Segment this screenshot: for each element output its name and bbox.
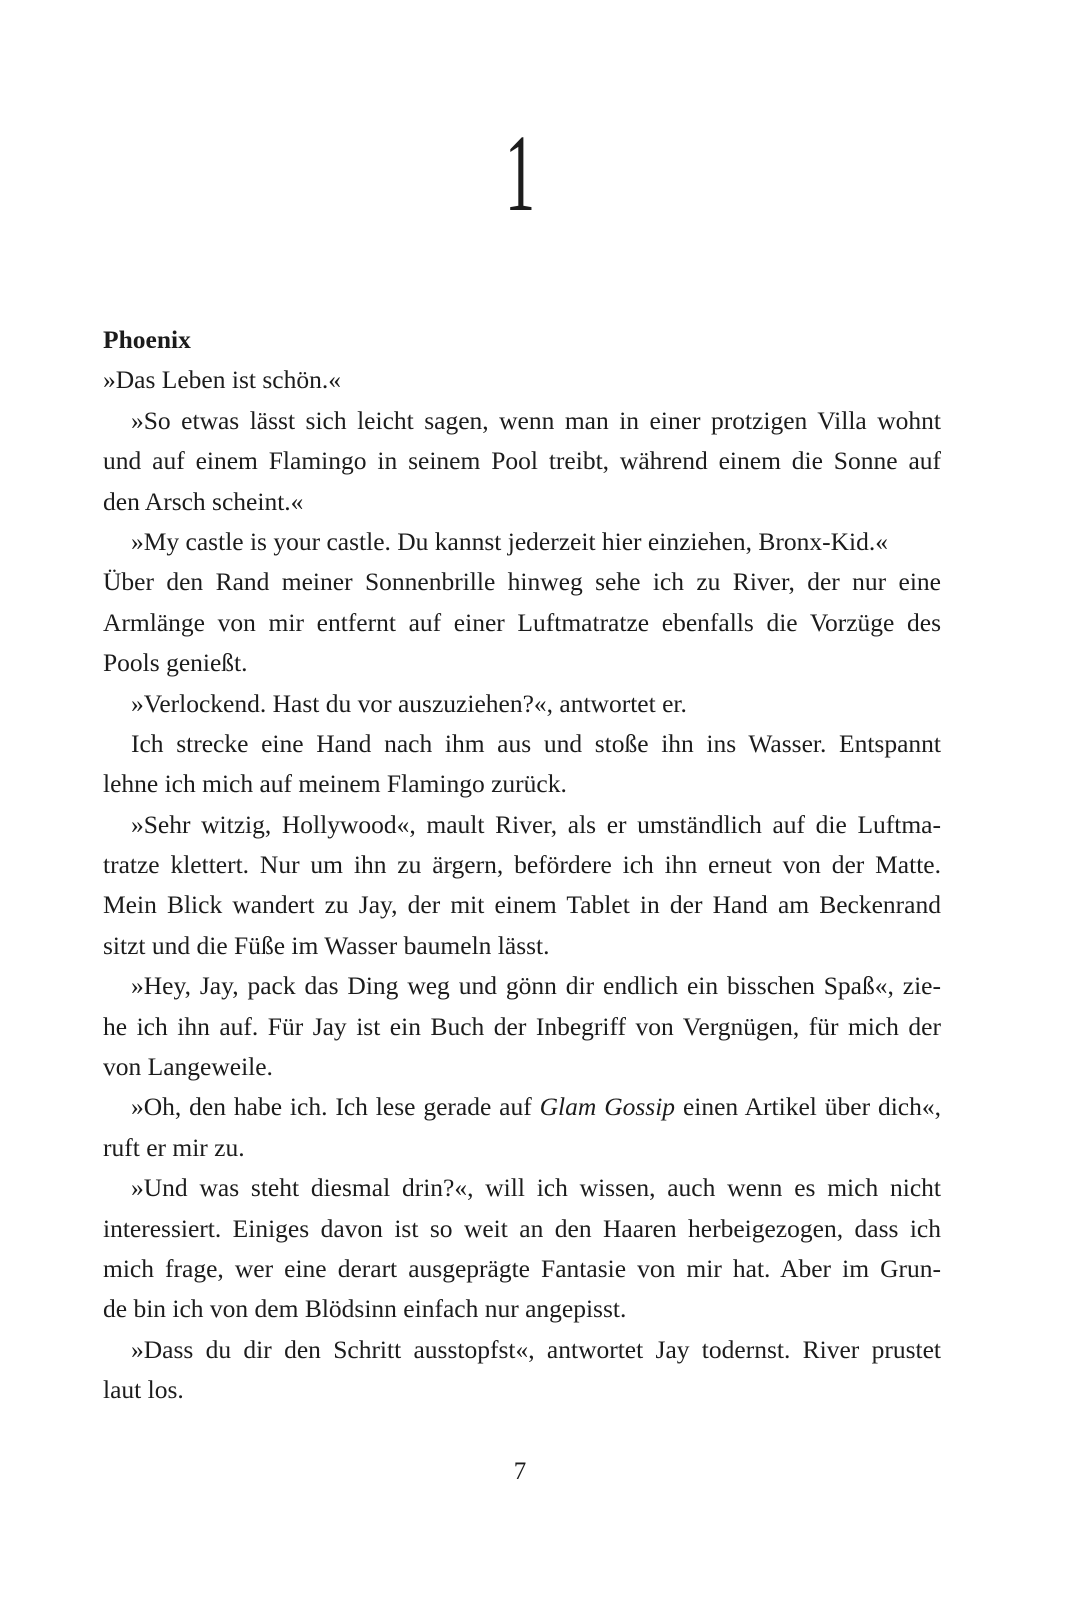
text-line bbox=[103, 966, 941, 1006]
text-line bbox=[103, 441, 941, 481]
text-span: laut los. bbox=[103, 1375, 184, 1405]
text-line bbox=[103, 643, 941, 683]
text-span: sitzt und die Füße im Wasser baumeln lässt. bbox=[103, 930, 550, 960]
text-line bbox=[103, 401, 941, 441]
text-line bbox=[103, 1330, 941, 1370]
text-span: »Verlockend. Hast du vor auszuziehen?«, antwortet er. bbox=[131, 688, 687, 718]
text-line bbox=[103, 684, 941, 724]
text-span: »Dass du dir den Schritt ausstopfst«, antwortet Jay todernst. River prustet bbox=[131, 1334, 941, 1364]
text-span: den Arsch scheint.« bbox=[103, 486, 304, 516]
text-span: lehne ich mich auf meinem Flamingo zurück. bbox=[103, 769, 567, 799]
text-span: »So etwas lässt sich leicht sagen, wenn man in einer protzigen Villa wohnt bbox=[131, 405, 941, 435]
text-span: Ich strecke eine Hand nach ihm aus und stoße ihn ins Wasser. Entspannt bbox=[131, 728, 941, 758]
text-line bbox=[103, 482, 941, 522]
text-span: tratze klettert. Nur um ihn zu ärgern, befördere ich ihn erneut von der Matte. bbox=[103, 850, 941, 880]
text-line bbox=[103, 1289, 941, 1329]
text-span: he ich ihn auf. Für Jay ist ein Buch der Inbegriff von Vergnügen, für mich der bbox=[103, 1011, 941, 1041]
text-line bbox=[103, 885, 941, 925]
text-span: Pools genießt. bbox=[103, 648, 248, 678]
text-span: »Und was steht diesmal drin?«, will ich wissen, auch wenn es mich nicht bbox=[131, 1173, 941, 1203]
text-span: Armlänge von mir entfernt auf einer Luftmatratze ebenfalls die Vorzüge des bbox=[103, 607, 941, 637]
text-line bbox=[103, 1209, 941, 1249]
text-line bbox=[103, 1168, 941, 1208]
text-span: Über den Rand meiner Sonnenbrille hinweg sehe ich zu River, der nur eine bbox=[103, 567, 941, 597]
text-line bbox=[103, 845, 941, 885]
page-number: 7 bbox=[513, 1458, 527, 1485]
text-line bbox=[103, 1007, 941, 1047]
text-span: einen Artikel über dich«, bbox=[675, 1092, 941, 1122]
text-line bbox=[103, 1047, 941, 1087]
text-line bbox=[103, 805, 941, 845]
text-span: von Langeweile. bbox=[103, 1052, 273, 1082]
text-span: »Hey, Jay, pack das Ding weg und gönn dir endlich ein bisschen Spaß«, zie- bbox=[131, 971, 941, 1001]
text-span: Phoenix bbox=[103, 325, 191, 354]
text-span: »Oh, den habe ich. Ich lese gerade auf bbox=[131, 1092, 540, 1122]
text-span: »Sehr witzig, Hollywood«, mault River, als er umständlich auf die Luftma- bbox=[131, 809, 941, 839]
text-line bbox=[103, 1249, 941, 1289]
text-line bbox=[103, 360, 941, 400]
text-span: de bin ich von dem Blödsinn einfach nur angepisst. bbox=[103, 1294, 627, 1324]
text-line bbox=[103, 1087, 941, 1127]
text-line bbox=[103, 764, 941, 804]
text-line bbox=[103, 724, 941, 764]
text-span: Mein Blick wandert zu Jay, der mit einem Tablet in der Hand am Beckenrand bbox=[103, 890, 941, 920]
section-heading bbox=[103, 320, 941, 360]
text-span: interessiert. Einiges davon ist so weit an den Haaren herbeigezogen, dass ich bbox=[103, 1213, 941, 1243]
text-line bbox=[103, 603, 941, 643]
text-line bbox=[103, 926, 941, 966]
text-line bbox=[103, 522, 941, 562]
text-span: »Das Leben ist schön.« bbox=[103, 365, 341, 395]
text-span: »My castle is your castle. Du kannst jederzeit hier einziehen, Bronx-Kid.« bbox=[131, 526, 888, 556]
text-line bbox=[103, 1370, 941, 1410]
text-span: und auf einem Flamingo in seinem Pool treibt, während einem die Sonne auf bbox=[103, 446, 941, 476]
text-span: ruft er mir zu. bbox=[103, 1132, 245, 1162]
text-line bbox=[103, 1128, 941, 1168]
italic-title: Glam Gossip bbox=[539, 1092, 676, 1122]
text-span: mich frage, wer eine derart ausgeprägte Fantasie von mir hat. Aber im Grun- bbox=[103, 1253, 941, 1283]
body-text bbox=[103, 320, 941, 1411]
chapter-number: 1 bbox=[504, 112, 536, 234]
text-line bbox=[103, 562, 941, 602]
